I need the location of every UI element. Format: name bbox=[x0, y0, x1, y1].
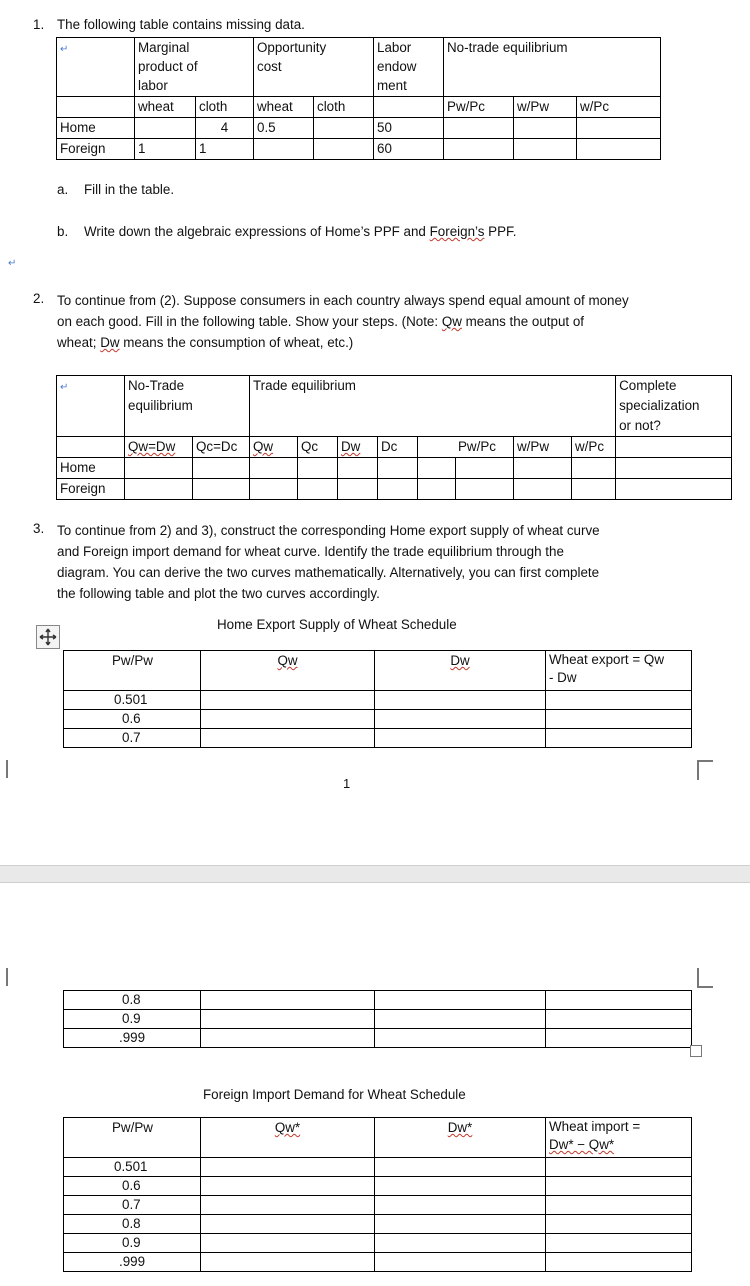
q1-cell[interactable]: 1 bbox=[196, 139, 254, 160]
home-col-price: Pw/Pw bbox=[64, 651, 201, 691]
home-price: 0.501 bbox=[64, 691, 201, 710]
foreign-price: .999 bbox=[64, 1253, 201, 1272]
home-cell[interactable] bbox=[375, 691, 546, 710]
q2-cell[interactable] bbox=[193, 479, 250, 500]
foreign-cell[interactable] bbox=[546, 1158, 692, 1177]
q2-header-notrade: No-Trade equilibrium bbox=[125, 376, 250, 437]
q1-text: The following table contains missing data. bbox=[57, 17, 305, 32]
foreign-price: 0.8 bbox=[64, 1215, 201, 1234]
q2-sub-qw: Qw bbox=[250, 437, 298, 458]
q1-cell[interactable] bbox=[444, 118, 514, 139]
q2-cell[interactable] bbox=[514, 479, 572, 500]
foreign-cell[interactable] bbox=[546, 1177, 692, 1196]
page-corner-mark bbox=[0, 968, 8, 986]
foreign-cell[interactable] bbox=[201, 1177, 375, 1196]
q1a-text: Fill in the table. bbox=[84, 182, 175, 197]
q1-cell[interactable] bbox=[135, 118, 196, 139]
home-cell[interactable] bbox=[375, 710, 546, 729]
q2-corner-cell[interactable]: ↵ bbox=[57, 376, 125, 437]
table-row bbox=[64, 691, 692, 710]
q1-header-labor: Labor endow ment bbox=[374, 38, 444, 97]
q1-corner-cell[interactable]: ↵ bbox=[57, 38, 135, 97]
foreign-price: 0.7 bbox=[64, 1196, 201, 1215]
q2-cell[interactable] bbox=[338, 458, 378, 479]
foreign-cell[interactable] bbox=[201, 1196, 375, 1215]
foreign-cell[interactable] bbox=[201, 1158, 375, 1177]
q2-header-complete: Complete specialization or not? bbox=[616, 376, 732, 437]
q2-sub-empty[interactable] bbox=[616, 437, 732, 458]
q2-row-name: Foreign bbox=[57, 479, 125, 500]
q1-sub-pwpc: Pw/Pc bbox=[444, 97, 514, 118]
foreign-cell[interactable] bbox=[546, 1253, 692, 1272]
q1-sub-cloth: cloth bbox=[196, 97, 254, 118]
foreign-col-qw: Qw* bbox=[201, 1118, 375, 1158]
table-row bbox=[64, 729, 692, 748]
home-cell[interactable] bbox=[375, 1029, 546, 1048]
page-break bbox=[0, 865, 750, 883]
table-row bbox=[64, 1010, 692, 1029]
foreign-price: 0.501 bbox=[64, 1158, 201, 1177]
home-cell[interactable] bbox=[546, 729, 692, 748]
q1b-text: Write down the algebraic expressions of Home’s PPF and Foreign’s PPF. bbox=[84, 224, 517, 239]
q1-cell[interactable] bbox=[514, 139, 577, 160]
q1-cell[interactable]: 0.5 bbox=[254, 118, 314, 139]
q2-table bbox=[56, 375, 732, 500]
home-col-qw: Qw bbox=[201, 651, 375, 691]
q1b-label: b. bbox=[57, 224, 69, 239]
home-price: 0.9 bbox=[64, 1010, 201, 1029]
return-mark: ↵ bbox=[8, 258, 17, 269]
q2-cell[interactable] bbox=[338, 479, 378, 500]
q2-cell[interactable] bbox=[125, 458, 193, 479]
home-cell[interactable] bbox=[201, 729, 375, 748]
table-row bbox=[57, 139, 661, 160]
foreign-cell[interactable] bbox=[546, 1215, 692, 1234]
table-row bbox=[64, 1177, 692, 1196]
q1-header-opportunity: Opportunity cost bbox=[254, 38, 374, 97]
q2-cell[interactable] bbox=[456, 479, 514, 500]
q1-cell[interactable] bbox=[254, 139, 314, 160]
foreign-schedule-title: Foreign Import Demand for Wheat Schedule bbox=[203, 1087, 466, 1102]
q2-sub-wpc: w/Pc bbox=[572, 437, 616, 458]
q3-number: 3. bbox=[33, 521, 45, 536]
q2-header-trade: Trade equilibrium bbox=[250, 376, 616, 437]
q2-cell[interactable] bbox=[193, 458, 250, 479]
page-corner-mark bbox=[0, 760, 8, 778]
page-corner-mark bbox=[697, 760, 713, 780]
q1a-label: a. bbox=[57, 182, 69, 197]
page-number: 1 bbox=[343, 776, 351, 791]
q1-cell[interactable]: 1 bbox=[135, 139, 196, 160]
q1-table bbox=[56, 37, 661, 160]
q2-sub-dc: Dc bbox=[378, 437, 418, 458]
home-cell[interactable] bbox=[201, 691, 375, 710]
q2-cell[interactable] bbox=[616, 479, 732, 500]
home-cell[interactable] bbox=[375, 991, 546, 1010]
q2-sub-pwpc: Pw/Pc bbox=[418, 437, 514, 458]
home-cell[interactable] bbox=[375, 1010, 546, 1029]
q1-header-notrade: No-trade equilibrium bbox=[444, 38, 661, 97]
q2-cell[interactable] bbox=[298, 458, 338, 479]
q1-cell[interactable]: 60 bbox=[374, 139, 444, 160]
foreign-price: 0.6 bbox=[64, 1177, 201, 1196]
home-price: .999 bbox=[64, 1029, 201, 1048]
home-price: 0.8 bbox=[64, 991, 201, 1010]
foreign-col-dw: Dw* bbox=[375, 1118, 546, 1158]
foreign-schedule-table bbox=[63, 1117, 692, 1272]
q1-row-name: Foreign bbox=[57, 139, 135, 160]
q2-cell[interactable] bbox=[250, 458, 298, 479]
home-schedule-title: Home Export Supply of Wheat Schedule bbox=[217, 617, 457, 632]
foreign-col-import: Wheat import = Dw* − Qw* bbox=[546, 1118, 692, 1158]
table-row bbox=[64, 710, 692, 729]
table-row bbox=[64, 1196, 692, 1215]
foreign-cell[interactable] bbox=[546, 1196, 692, 1215]
q2-cell[interactable] bbox=[456, 458, 514, 479]
home-col-dw: Dw bbox=[375, 651, 546, 691]
q1-cell[interactable] bbox=[444, 139, 514, 160]
home-price: 0.7 bbox=[64, 729, 201, 748]
q2-cell[interactable] bbox=[514, 458, 572, 479]
foreign-cell[interactable] bbox=[375, 1234, 546, 1253]
q1-cell[interactable] bbox=[314, 139, 374, 160]
home-schedule-table bbox=[63, 650, 692, 748]
home-price: 0.6 bbox=[64, 710, 201, 729]
q1-sub-wpw: w/Pw bbox=[514, 97, 577, 118]
q1-sub-wheat: wheat bbox=[135, 97, 196, 118]
home-cell[interactable] bbox=[546, 710, 692, 729]
table-row bbox=[57, 118, 661, 139]
q1-cell[interactable] bbox=[577, 118, 661, 139]
q2-sub-qw-dw: Qw=Dw bbox=[125, 437, 193, 458]
q2-cell[interactable] bbox=[616, 458, 732, 479]
home-col-export: Wheat export = Qw - Dw bbox=[546, 651, 692, 691]
q2-cell[interactable] bbox=[418, 479, 456, 500]
home-cell[interactable] bbox=[201, 991, 375, 1010]
foreign-cell[interactable] bbox=[375, 1158, 546, 1177]
q2-cell[interactable] bbox=[298, 479, 338, 500]
foreign-cell[interactable] bbox=[201, 1215, 375, 1234]
foreign-cell[interactable] bbox=[546, 1234, 692, 1253]
q2-sub-dw: Dw bbox=[338, 437, 378, 458]
page-corner-mark bbox=[697, 968, 713, 988]
q1-sub-labor-empty[interactable] bbox=[374, 97, 444, 118]
q1-sub-wheat-opp: wheat bbox=[254, 97, 314, 118]
table-row bbox=[64, 1234, 692, 1253]
q2-cell[interactable] bbox=[378, 458, 418, 479]
foreign-cell[interactable] bbox=[375, 1253, 546, 1272]
table-row bbox=[57, 479, 732, 500]
q2-row-name: Home bbox=[57, 458, 125, 479]
home-cell[interactable] bbox=[201, 1010, 375, 1029]
q1-cell[interactable] bbox=[577, 139, 661, 160]
q1-cell[interactable] bbox=[514, 118, 577, 139]
q2-cell[interactable] bbox=[125, 479, 193, 500]
q2-cell[interactable] bbox=[378, 479, 418, 500]
q2-sub-empty[interactable] bbox=[57, 437, 125, 458]
q1-row-name: Home bbox=[57, 118, 135, 139]
q1-cell[interactable] bbox=[314, 118, 374, 139]
home-cell[interactable] bbox=[546, 691, 692, 710]
q2-sub-qc-dc: Qc=Dc bbox=[193, 437, 250, 458]
home-cell[interactable] bbox=[375, 729, 546, 748]
q2-cell[interactable] bbox=[418, 458, 456, 479]
table-row bbox=[64, 991, 692, 1010]
q1-sub-empty[interactable] bbox=[57, 97, 135, 118]
q2-text: To continue from (2). Suppose consumers in each country always spend equal amount of money on each good. Fill in the following table. Show your steps. (Note: Qw means the output of wheat; Dw means the consumption of wheat, etc.) bbox=[57, 293, 629, 350]
home-cell[interactable] bbox=[201, 1029, 375, 1048]
foreign-cell[interactable] bbox=[375, 1196, 546, 1215]
home-schedule-table-continued bbox=[63, 990, 692, 1048]
q1-cell[interactable]: 4 bbox=[196, 118, 254, 139]
home-cell[interactable] bbox=[201, 710, 375, 729]
q1-cell[interactable]: 50 bbox=[374, 118, 444, 139]
table-row bbox=[64, 1029, 692, 1048]
q1-sub-cloth-opp: cloth bbox=[314, 97, 374, 118]
q3-text: To continue from 2) and 3), construct the corresponding Home export supply of wheat curve and Foreign import demand for wheat curve. Identify the trade equilibrium through the diagram. You can derive the two curves mathematically. Alternatively, you can first complete the following table and plot the two curves accordingly. bbox=[57, 523, 600, 601]
home-cell[interactable] bbox=[546, 1010, 692, 1029]
foreign-col-price: Pw/Pw bbox=[64, 1118, 201, 1158]
foreign-cell[interactable] bbox=[375, 1177, 546, 1196]
move-handle-icon[interactable] bbox=[36, 625, 60, 649]
foreign-cell[interactable] bbox=[201, 1234, 375, 1253]
q1-sub-wpc: w/Pc bbox=[577, 97, 661, 118]
home-cell[interactable] bbox=[546, 1029, 692, 1048]
table-resize-handle[interactable] bbox=[690, 1045, 702, 1057]
q2-cell[interactable] bbox=[572, 458, 616, 479]
table-row bbox=[64, 1215, 692, 1234]
table-row bbox=[64, 1158, 692, 1177]
home-cell[interactable] bbox=[546, 991, 692, 1010]
foreign-cell[interactable] bbox=[201, 1253, 375, 1272]
foreign-cell[interactable] bbox=[375, 1215, 546, 1234]
foreign-price: 0.9 bbox=[64, 1234, 201, 1253]
table-row bbox=[64, 1253, 692, 1272]
q2-sub-qc: Qc bbox=[298, 437, 338, 458]
q2-sub-wpw: w/Pw bbox=[514, 437, 572, 458]
q1-number: 1. bbox=[33, 17, 45, 32]
q1-header-marginal: Marginal product of labor bbox=[135, 38, 254, 97]
q2-number: 2. bbox=[33, 291, 45, 306]
q2-cell[interactable] bbox=[572, 479, 616, 500]
q2-cell[interactable] bbox=[250, 479, 298, 500]
table-row bbox=[57, 458, 732, 479]
